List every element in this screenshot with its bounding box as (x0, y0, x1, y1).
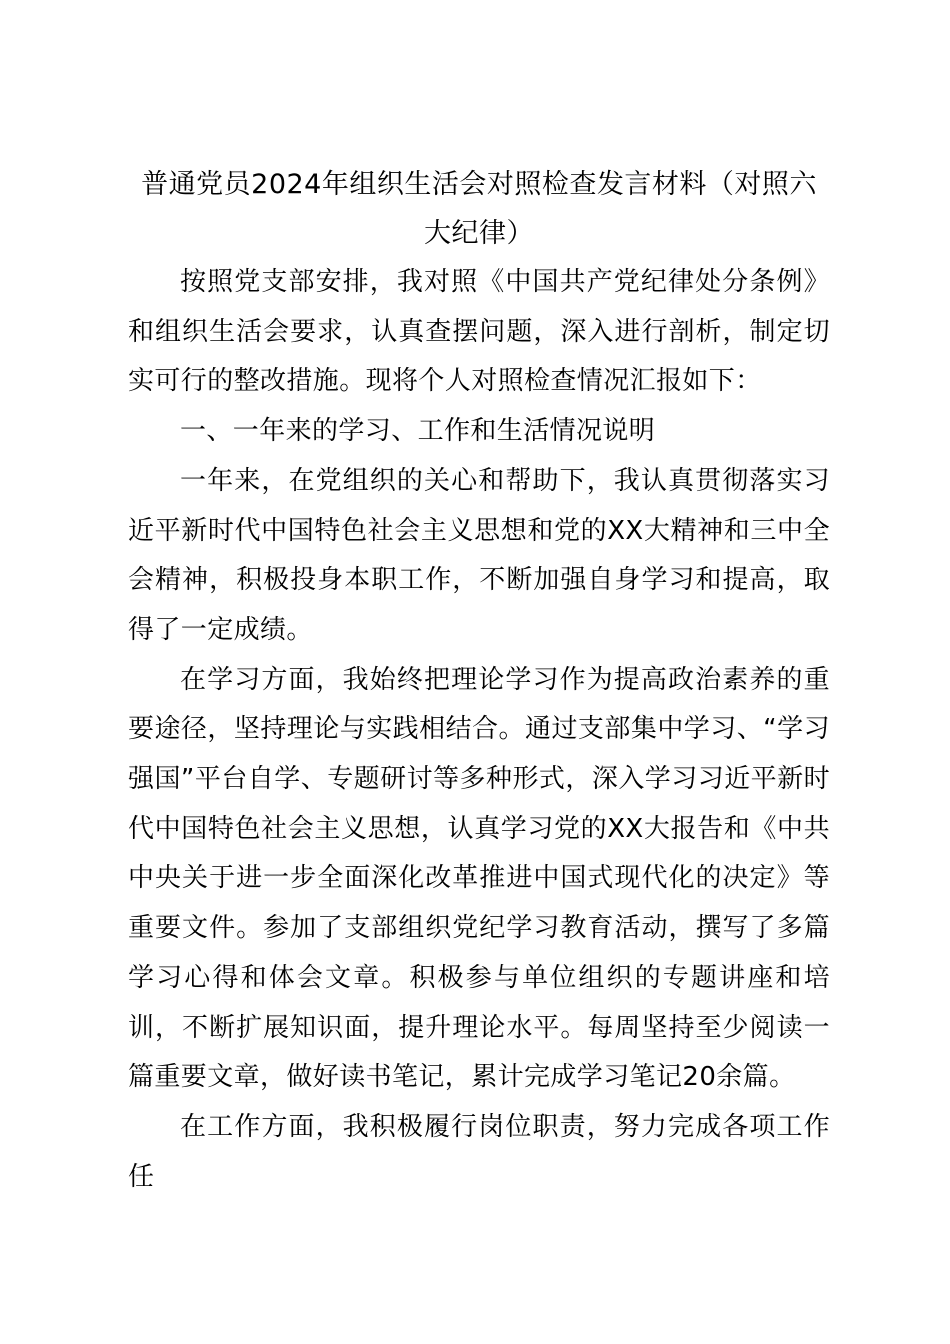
document-title: 普通党员2024年组织生活会对照检查发言材料（对照六大纪律） (141, 169, 817, 249)
work-paragraph: 在工作方面，我积极履行岗位职责，努力完成各项工作任 (128, 1111, 830, 1192)
intro-paragraph: 按照党支部安排，我对照《中国共产党纪律处分条例》和组织生活会要求，认真查摆问题，深入进行剖析，制定切实可行的整改措施。现将个人对照检查情况汇报如下： (128, 267, 830, 397)
study-paragraph: 在学习方面，我始终把理论学习作为提高政治素养的重要途径，坚持理论与实践相结合。通过支部集中学习、“学习强国”平台自学、专题研讨等多种形式，深入学习习近平新时代中国特色社会主义思想，认真学习党的XX大报告和《中共中央关于进一步全面深化改革推进中国式现代化的决定》等重要文件。参加了支部组织党纪学习教育活动，撰写了多篇学习心得和体会文章。积极参与单位组织的专题讲座和培训，不断扩展知识面，提升理论水平。每周坚持至少阅读一篇重要文章，做好读书笔记，累计完成学习笔记20余篇。 (128, 664, 830, 1093)
document-body (128, 160, 830, 1202)
section-heading: 一、一年来的学习、工作和生活情况说明 (180, 416, 656, 447)
summary-paragraph: 一年来，在党组织的关心和帮助下，我认真贯彻落实习近平新时代中国特色社会主义思想和党的XX大精神和三中全会精神，积极投身本职工作，不断加强自身学习和提高，取得了一定成绩。 (128, 465, 830, 645)
